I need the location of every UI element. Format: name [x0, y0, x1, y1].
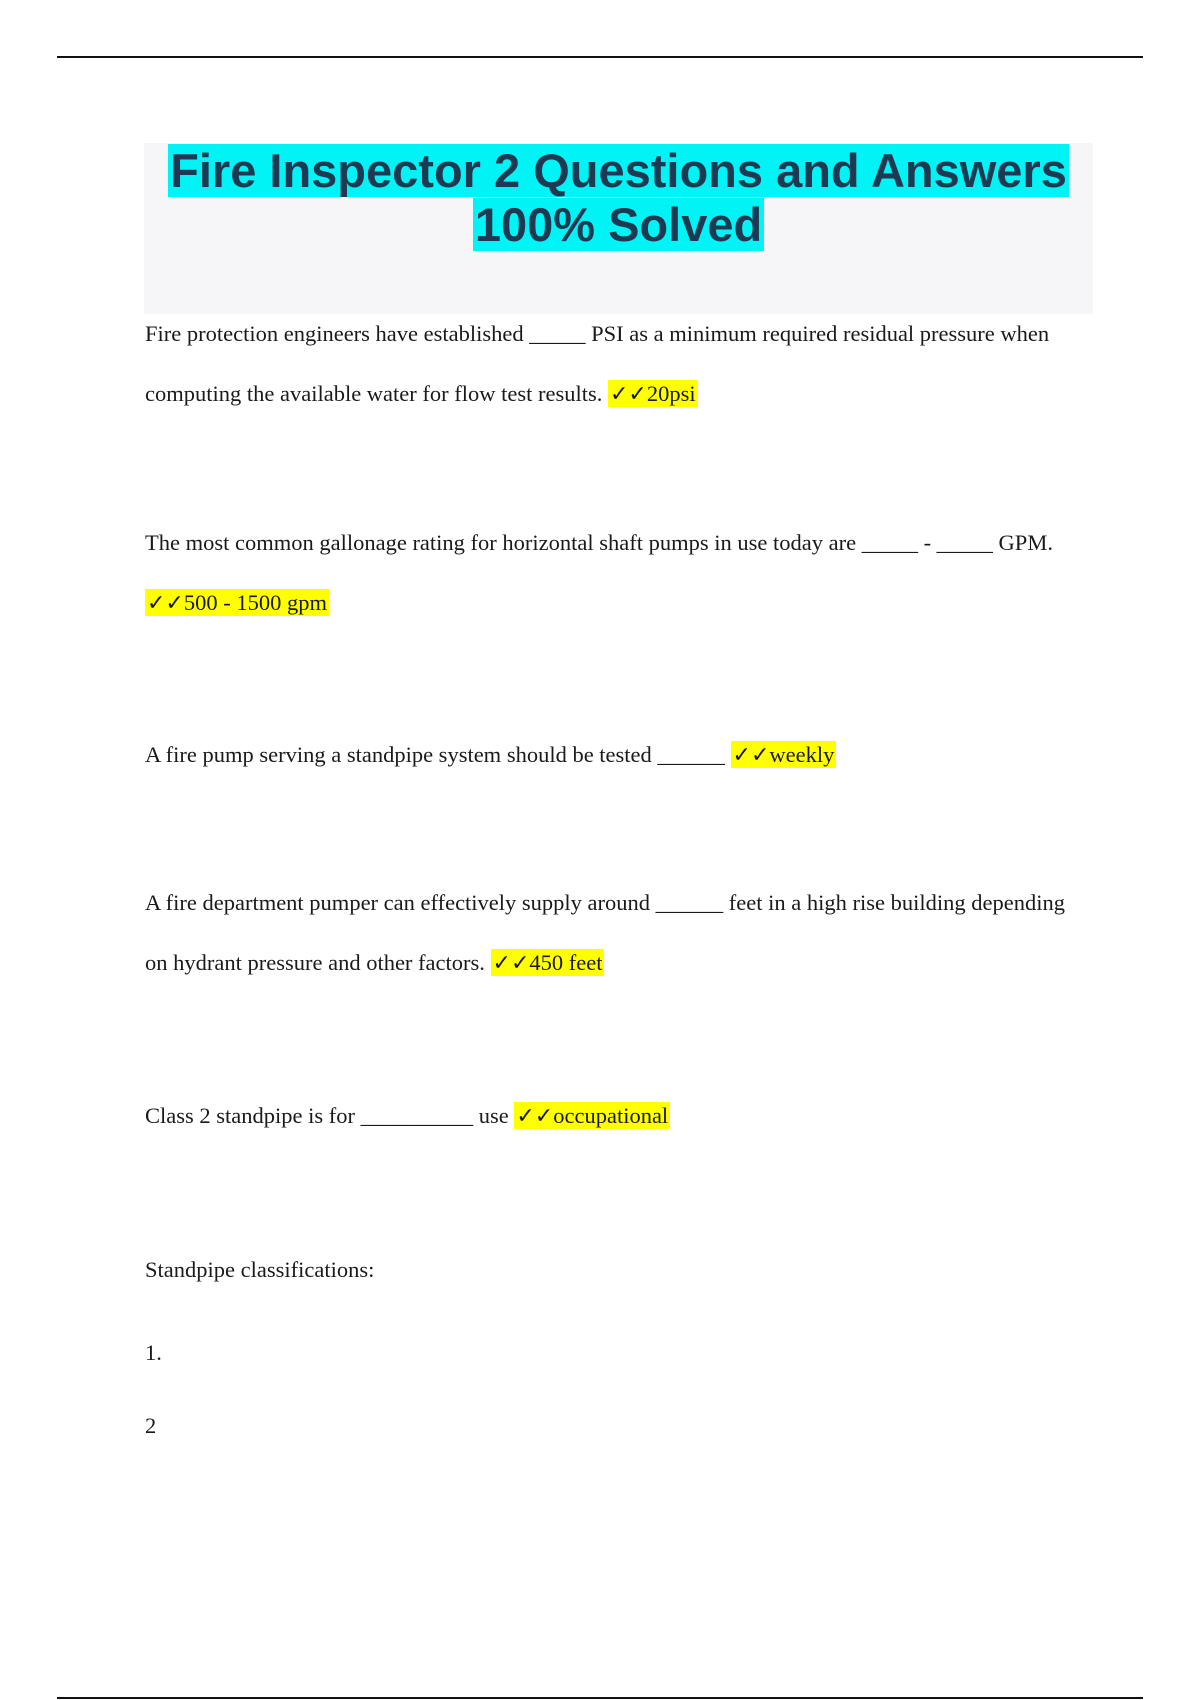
answer-text: weekly — [769, 742, 835, 767]
question-text: A fire pump serving a standpipe system should be tested ______ — [145, 742, 731, 767]
question-3 — [145, 725, 1085, 786]
title-line-2: 100% Solved — [474, 198, 763, 251]
question-2 — [145, 513, 1085, 634]
document-body — [145, 304, 1085, 1441]
question-5 — [145, 1086, 1085, 1147]
answer-highlight — [145, 589, 329, 616]
list-item: 1. — [145, 1340, 162, 1365]
question-text: The most common gallonage rating for horizontal shaft pumps in use today are _____ - _____ GPM. — [145, 530, 1053, 555]
answer-highlight — [514, 1102, 670, 1129]
question-text: A fire department pumper can effectively supply around ______ feet in a high rise building depending on hydrant pressure and other factors. — [145, 890, 1065, 975]
question-1 — [145, 304, 1085, 425]
title-line-1: Fire Inspector 2 Questions and Answers — [170, 144, 1067, 197]
header-rule — [57, 56, 1143, 58]
double-check-icon: ✓✓ — [492, 951, 530, 976]
answer-highlight — [491, 949, 605, 976]
answer-text: occupational — [553, 1103, 669, 1128]
document-title — [144, 144, 1093, 252]
question-4 — [145, 873, 1085, 994]
answer-text: 20psi — [646, 381, 696, 406]
question-text: Fire protection engineers have established _____ PSI as a minimum required residual pressure when computing the available water for flow test results. — [145, 321, 1050, 406]
answer-highlight — [731, 741, 837, 768]
standpipe-heading: Standpipe classifications: — [145, 1257, 375, 1282]
list-item: 2 — [145, 1413, 157, 1438]
answer-text: 500 - 1500 gpm — [183, 590, 327, 615]
double-check-icon: ✓✓ — [732, 743, 770, 768]
question-text: Class 2 standpipe is for __________ use — [145, 1103, 515, 1128]
answer-text: 450 feet — [529, 950, 603, 975]
double-check-icon: ✓✓ — [516, 1104, 554, 1129]
double-check-icon: ✓✓ — [610, 382, 647, 407]
answer-highlight — [608, 380, 698, 407]
footer-rule — [57, 1697, 1143, 1699]
double-check-icon: ✓✓ — [147, 591, 184, 616]
